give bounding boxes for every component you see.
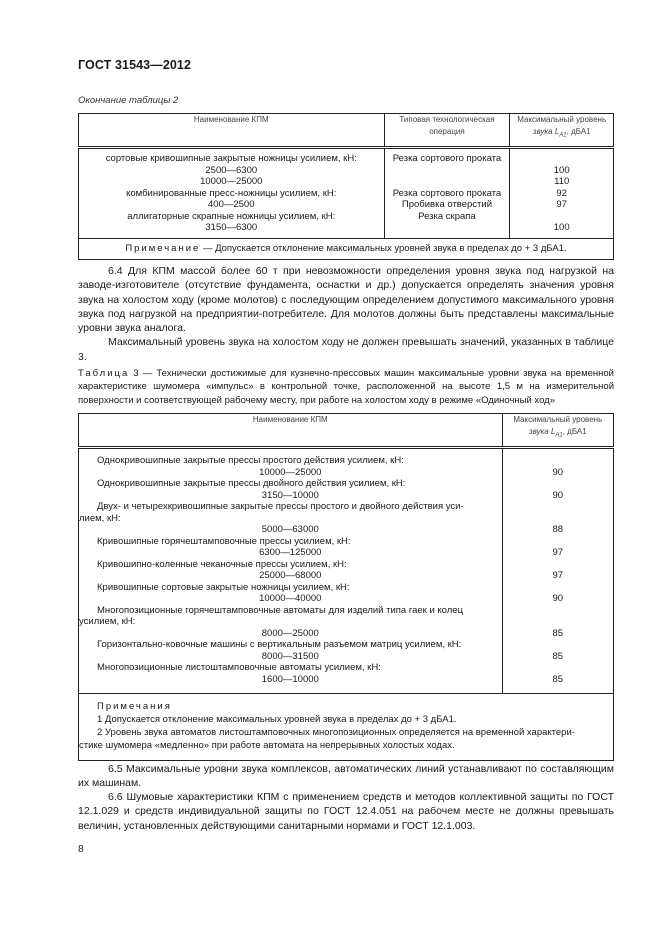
- table2-col-operation-header: Типовая технологическая операция: [384, 114, 510, 148]
- table2-body-row: [79, 148, 614, 239]
- page-number: 8: [78, 843, 84, 855]
- table2-continuation-label: Окончание таблицы 2: [78, 95, 179, 106]
- table-row: аллигаторные скрапные ножницы усилием, кН:: [127, 210, 336, 222]
- table-row: Однокривошипные закрытые прессы простого действия усилием, кН: 10000—25000: [97, 455, 404, 478]
- table-row: Многопозиционные листоштамповочные автоматы усилием, кН: 1600—10000: [97, 662, 381, 685]
- table2-note: Примечание — Допускается отклонение максимальных уровней звука в пределах до + 3 дБА1.: [79, 238, 614, 259]
- table3-note-2-cont: стике шумомера «медленно» при работе автомата на непрерывных холостых ходах.: [79, 740, 455, 751]
- table-row: Кривошипно-коленные чеканочные прессы усилием, кН: 25000—68000: [97, 558, 347, 581]
- table-row: Кривошипные горячештамповочные прессы усилием, кН: 6300—125000: [97, 535, 351, 558]
- table3-col-max-header: Максимальный уровень звука $L_{A1}$, дБА1: [502, 414, 613, 448]
- section-6-4-paragraph-1: 6.4 Для КПМ массой более 60 т при невозможности определения уровня звука под нагрузкой на заводе-изготовителе (отсутствие фундамента, оснастки и др.) допускается определять значения уровня звука на холостом ходу (кроме молотов) с последующим определением допустимого максимального уровня звука под нагрузкой на предприятии-потребителе. Для молотов должны быть представлены максимальные уровни звука аналога.: [78, 265, 614, 335]
- table2-operations-cell: Резка сортового проката Резка сортового проката Пробивка отверстий Резка скрапа: [384, 148, 510, 239]
- table-row: Однокривошипные закрытые прессы двойного действия усилием, кН: 3150—10000: [97, 478, 406, 501]
- table-row: 2500—6300: [205, 164, 258, 176]
- table3-header-row: [79, 414, 614, 448]
- table3-notes: [79, 694, 614, 761]
- document-header-title: ГОСТ 31543—2012: [78, 58, 192, 72]
- table3-names-cell: [79, 448, 503, 694]
- table-row: Двух- и четырехкривошипные закрытые прессы простого и двойного действия уси- лием, кН: 5000—63000: [79, 501, 464, 535]
- section-6-6: 6.6 Шумовые характеристики КПМ с применением средств и методов коллективной защиты по ГОСТ 12.1.029 и средств индивидуальной защиты по ГОСТ 12.4.051 на рабочем месте не должны превышать величин, установленных действующими санитарными нормами и ГОСТ 12.1.003.: [78, 791, 614, 832]
- table3-caption: Таблица 3 — Технически достижимые для кузнечно-прессовых машин максимальные уровни звука на временной характеристике шумомера «импульс» в контрольной точке, расположенной на высоте 1,5 м на измерительной поверхности и соответствующей рабочему месту, при работе на холостом ходу в режиме «Одиночный ход»: [78, 368, 614, 406]
- table-3: [78, 413, 614, 761]
- table-row: 400—2500: [208, 199, 255, 210]
- table3-notes-row: [79, 694, 614, 761]
- table-row: Многопозиционные горячештамповочные автоматы для изделий типа гаек и колец усилием, кН: 8000—25000: [79, 604, 464, 639]
- section-6-5: 6.5 Максимальные уровни звука комплексов, автоматических линий устанавливают по составляющим их машинам.: [78, 763, 614, 790]
- table3-values-cell: 90 90 88 97 97 90 85 85 85: [552, 466, 564, 685]
- table3-note-2: 2 Уровень звука автоматов листоштамповочных многопозиционных определяется на временной характери-: [97, 727, 575, 738]
- table3-notes-label: Примечания: [97, 701, 172, 712]
- table3-col-name-header: Наименование КПМ: [79, 414, 503, 448]
- table-row: Кривошипные сортовые закрытые ножницы усилием, кН: 10000—40000: [97, 581, 350, 604]
- table3-body-row: [79, 448, 614, 694]
- section-6-4: [78, 264, 614, 364]
- table-row: комбинированные пресс-ножницы усилием, кН:: [126, 187, 337, 199]
- table-row: сортовые кривошипные закрытые ножницы усилием, кН:: [105, 153, 357, 164]
- table3-note-1: 1 Допускается отклонение максимальных уровней звука в пределах до + 3 дБА1.: [97, 714, 457, 725]
- table-2: [78, 113, 614, 260]
- table-row: Горизонтально-ковочные машины с вертикальным разъемом матриц усилием, кН: 8000—31500: [97, 639, 462, 662]
- table2-note-row: [79, 238, 614, 259]
- section-6-4-paragraph-2: Максимальный уровень звука на холостом ходу не должен превышать значений, указанных в таблице 3.: [78, 336, 614, 363]
- table2-col-name-header: Наименование КПМ: [79, 114, 385, 148]
- table-row: 10000—25000: [200, 176, 263, 187]
- table-row: 3150—6300: [205, 222, 258, 233]
- table2-values-cell: 100 110 92 97 100: [553, 164, 570, 233]
- table2-col-max-header: Максимальный уровень звука $L_{A1}$, дБА1: [510, 114, 614, 148]
- table2-header-row: [79, 114, 614, 148]
- table2-names-cell: [79, 148, 385, 239]
